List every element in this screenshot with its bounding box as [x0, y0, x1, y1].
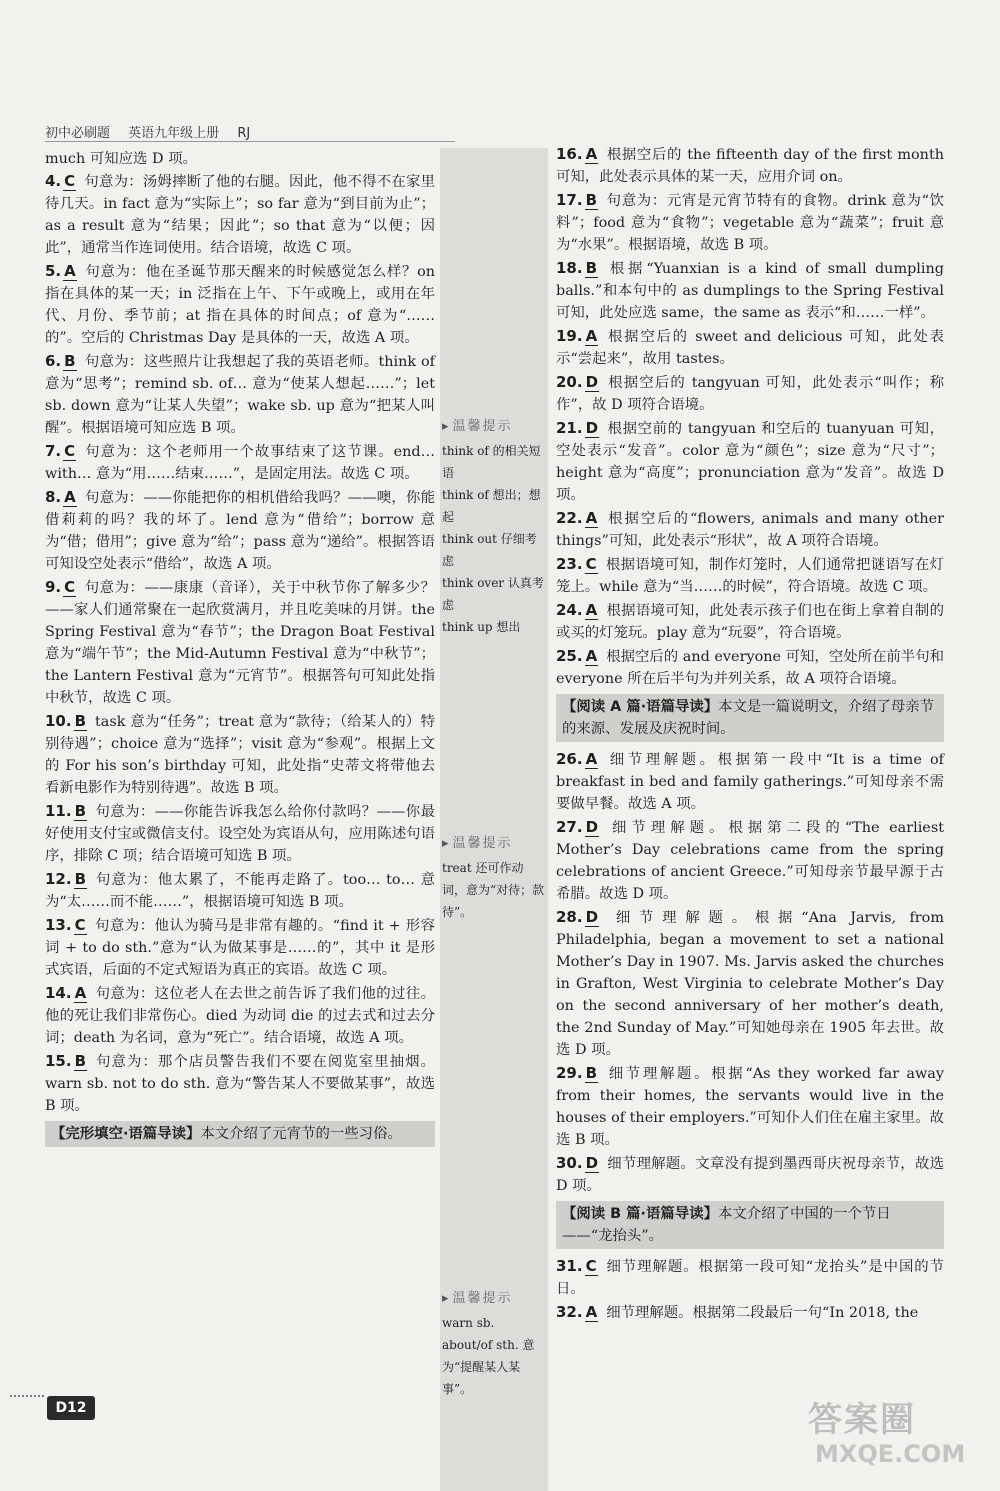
item-answer: A — [64, 262, 76, 280]
item-number: 27. — [556, 818, 583, 836]
item-number: 12. — [45, 870, 72, 888]
answer-item — [45, 576, 435, 709]
reading-a-guide — [556, 694, 944, 742]
item-answer: B — [64, 352, 76, 370]
page-dots — [10, 1395, 44, 1397]
page-header — [45, 122, 465, 141]
pointer-icon: ▸ — [442, 419, 451, 434]
item-answer: B — [74, 712, 87, 730]
item-number: 14. — [45, 984, 72, 1002]
guide-text: 本文是一篇说明文，介绍了母亲节的来源、发展及庆祝时间。 — [562, 699, 935, 737]
item-number: 15. — [45, 1052, 72, 1070]
answer-item — [556, 417, 944, 506]
lead-text: much 可知应选 D 项。 — [45, 151, 197, 167]
item-number: 32. — [556, 1303, 583, 1321]
item-answer: B — [74, 802, 87, 820]
item-explanation: 细节理解题。文章没有提到墨西哥庆祝母亲节，故选 D 项。 — [556, 1156, 944, 1194]
item-number: 28. — [556, 908, 583, 926]
item-explanation: 根据空后的 the fifteenth day of the first month 可知，此处表示具体的某一天，应用介词 on。 — [556, 147, 944, 185]
item-answer: B — [74, 870, 87, 888]
item-explanation: 句意为：——康康（音译），关于中秋节你了解多少？——家人们通常聚在一起欣赏满月，并且吃美味的月饼。the Spring Festival 意为“春节”；the Dragon Boat Festival 意为“端午节”；the Mid-Autumn Festival 意为“中秋节”；the Lantern Festival 意为“元宵节”。根据答句可知此处指中秋节，故选 C 项。 — [45, 580, 435, 706]
item-explanation: 细节理解题。根据“Ana Jarvis, from Philadelphia, began a movement to set a national Mother’s Day in 1907. Ms. Jarvis asked the churches in Grafton, West Virginia to celebrate Mother’s Day on the second anniversary of her mother’s death, the 2nd Sunday of May.”可知她母亲在 1905 年去世。故选 D 项。 — [556, 910, 944, 1058]
answer-item — [45, 914, 435, 981]
item-explanation: 根据语境可知，制作灯笼时，人们通常把谜语写在灯笼上。while 意为“当……的时候”，符合语境。故选 C 项。 — [556, 557, 944, 595]
item-answer: A — [74, 984, 87, 1002]
item-answer: A — [585, 750, 598, 768]
item-explanation: 根据空后的 tangyuan 可知，此处表示“叫作；称作”，故 D 项符合语境。 — [556, 375, 944, 413]
answer-item — [556, 1301, 944, 1324]
item-number: 13. — [45, 916, 72, 934]
item-explanation: 根据空后的 sweet and delicious 可知，此处表示“尝起来”，故用 tastes。 — [556, 329, 944, 367]
item-number: 5. — [45, 262, 62, 280]
item-answer: A — [585, 145, 598, 163]
tip-line: treat 还可作动词，意为“对待；款待”。 — [442, 861, 545, 919]
item-answer: C — [64, 578, 76, 596]
item-number: 31. — [556, 1257, 583, 1275]
item-explanation: 细节理解题。根据第一段可知“龙抬头”是中国的节日。 — [556, 1259, 944, 1297]
answer-item — [556, 906, 944, 1061]
item-number: 4. — [45, 172, 62, 190]
item-explanation: 句意为：他在圣诞节那天醒来的时候感觉怎么样？on 指在具体的某一天；in 泛指在上午、下午或晚上，或用在年代、月份、季节前；at 指在具体的时间点；of 意为“……的”。空后的 Christmas Day 是具体的一天，故选 A 项。 — [45, 264, 435, 346]
item-number: 16. — [556, 145, 583, 163]
tip-line: think of 的相关短语 — [442, 444, 541, 480]
reading-b-guide — [556, 1201, 944, 1249]
item-answer: B — [585, 1064, 598, 1082]
tip-line: think of 想出；想起 — [442, 488, 541, 524]
item-number: 6. — [45, 352, 62, 370]
cloze-guide — [45, 1121, 435, 1147]
answer-item — [556, 1152, 944, 1197]
item-explanation: task 意为“任务”；treat 意为“款待；（给某人的）特别待遇”；choice 意为“选择”；visit 意为“参观”。根据上文的 For his son’s birthday 可知，此处指“史蒂文将带他去看新电影作为特别待遇”。故选 B 项。 — [45, 714, 435, 796]
header-rule — [45, 141, 455, 142]
item-number: 8. — [45, 488, 62, 506]
item-number: 11. — [45, 802, 72, 820]
tip-title: 温馨提示 — [452, 1291, 513, 1306]
answer-item — [45, 486, 435, 575]
answer-item — [45, 982, 435, 1049]
item-number: 19. — [556, 327, 583, 345]
item-answer: C — [585, 1257, 597, 1275]
item-explanation: 细节理解题。根据第二段最后一句“In 2018, the — [606, 1305, 919, 1321]
subject-title: 英语九年级上册 — [128, 126, 220, 141]
item-answer: D — [585, 1154, 599, 1172]
item-explanation: 句意为：他认为骑马是非常有趣的。“find it + 形容词 + to do sth.”意为“认为做某事是……的”，其中 it 是形式宾语，后面的不定式短语为真正的宾语。故选 C 项。 — [45, 918, 435, 978]
answer-item — [45, 260, 435, 349]
item-explanation: 细节理解题。根据“As they worked far away from their homes, the servants would live in the houses of their employers.”可知仆人们住在雇主家里。故选 B 项。 — [556, 1066, 944, 1148]
item-explanation: 根据“Yuanxian is a kind of small dumpling balls.”和本句中的 as dumplings to the Spring Festival 可知，此处应选 same，the same as 表示“和……一样”。 — [556, 261, 944, 321]
item-number: 18. — [556, 259, 583, 277]
item-number: 10. — [45, 712, 72, 730]
tip-box — [440, 833, 548, 923]
answer-item — [556, 257, 944, 324]
left-column — [45, 148, 435, 1153]
item-number: 21. — [556, 419, 583, 437]
item-explanation: 句意为：元宵是元宵节特有的食物。drink 意为“饮料”；food 意为“食物”；vegetable 意为“蔬菜”；fruit 意为“水果”。根据语境，故选 B 项。 — [556, 193, 944, 253]
answer-item — [556, 189, 944, 256]
answer-item — [556, 507, 944, 552]
tip-line: warn sb. about/of sth. 意为“提醒某人某事”。 — [442, 1316, 535, 1396]
tip-line: think out 仔细考虑 — [442, 532, 537, 568]
item-explanation: 根据语境可知，此处表示孩子们也在街上拿着自制的或买的灯笼玩。play 意为“玩耍”，符合语境。 — [556, 603, 944, 641]
tip-line: think over 认真考虑 — [442, 576, 544, 612]
answer-item — [45, 868, 435, 913]
item-number: 25. — [556, 647, 583, 665]
item-number: 7. — [45, 442, 62, 460]
guide-tag: 【完形填空·语篇导读】 — [51, 1126, 201, 1142]
item-answer: C — [64, 172, 76, 190]
item-explanation: 根据空后的 and everyone 可知，空处所在前半句和 everyone 所在后半句为并列关系，故 A 项符合语境。 — [556, 649, 944, 687]
item-answer: A — [585, 601, 598, 619]
answer-item — [45, 710, 435, 799]
watermark-url: MXQE.COM — [815, 1440, 966, 1468]
item-number: 29. — [556, 1064, 583, 1082]
item-answer: B — [74, 1052, 87, 1070]
item-answer: B — [585, 259, 598, 277]
item-number: 26. — [556, 750, 583, 768]
tip-title: 温馨提示 — [452, 419, 513, 434]
answer-item — [45, 440, 435, 485]
item-answer: A — [585, 509, 598, 527]
item-answer: A — [585, 327, 598, 345]
item-number: 30. — [556, 1154, 583, 1172]
edition-label: RJ — [237, 126, 251, 141]
item-number: 22. — [556, 509, 583, 527]
item-number: 23. — [556, 555, 583, 573]
item-answer: C — [74, 916, 86, 934]
item-explanation: 细节理解题。根据第二段的“The earliest Mother’s Day celebrations came from the spring celebrations of ancient Greece.”可知母亲节最早源于古希腊。故选 D 项。 — [556, 820, 944, 902]
item-explanation: 句意为：他太累了，不能再走路了。too… to… 意为“太……而不能……”，根据语境可知选 B 项。 — [45, 872, 435, 910]
item-explanation: 句意为：汤姆摔断了他的右腿。因此，他不得不在家里待几天。in fact 意为“实际上”；so far 意为“到目前为止”；as a result 意为“结果；因此”；so that 意为“以便；因此”，通常当作连词使用。结合语境，故选 C 项。 — [45, 174, 435, 256]
guide-text: 本文介绍了中国的一个节日——“龙抬头”。 — [562, 1206, 891, 1244]
answer-item — [45, 170, 435, 259]
item-explanation: 根据空前的 tangyuan 和空后的 tuanyuan 可知，空处表示“发音”。color 意为“颜色”；size 意为“尺寸”；height 意为“高度”；pronunciation 意为“发音”。故选 D 项。 — [556, 421, 944, 503]
answer-item — [556, 1255, 944, 1300]
item-explanation: 句意为：这些照片让我想起了我的英语老师。think of 意为“思考”；remind sb. of… 意为“使某人想起……”；let sb. down 意为“让某人失望”；wake sb. up 意为“把某人叫醒”。根据语境可知应选 B 项。 — [45, 354, 435, 436]
series-title: 初中必刷题 — [45, 126, 111, 141]
answer-item — [556, 748, 944, 815]
item-answer: B — [585, 191, 598, 209]
item-answer: D — [585, 908, 599, 926]
item-answer: D — [585, 419, 599, 437]
item-explanation: 细节理解题。根据第一段中“It is a time of breakfast in bed and family gatherings.”可知母亲不需要做早餐。故选 A 项。 — [556, 752, 944, 812]
item-number: 17. — [556, 191, 583, 209]
item-explanation: 根据空后的“flowers, animals and many other things”可知，此处表示“形状”，故 A 项符合语境。 — [556, 511, 944, 549]
answer-item — [556, 371, 944, 416]
item-explanation: 句意为：——你能把你的相机借给我吗？——噢，你能借莉莉的吗？我的坏了。lend 意为“借给”；borrow 意为“借；借用”；give 意为“给”；pass 意为“递给”。根据答语可知设空处表示“借给”，故选 A 项。 — [45, 490, 435, 572]
page-number: D12 — [47, 1396, 95, 1420]
answer-item — [556, 553, 944, 598]
item-answer: C — [585, 555, 597, 573]
item-answer: C — [64, 442, 76, 460]
tip-box — [440, 1288, 548, 1400]
guide-text: 本文介绍了元宵节的一些习俗。 — [200, 1126, 402, 1142]
watermark-logo: 答案圈 — [808, 1400, 916, 1440]
right-column — [556, 143, 944, 1325]
tip-line: think up 想出 — [442, 620, 521, 634]
answer-item — [556, 599, 944, 644]
pointer-icon: ▸ — [442, 1291, 451, 1306]
item-answer: A — [585, 647, 598, 665]
item-number: 20. — [556, 373, 583, 391]
item-number: 24. — [556, 601, 583, 619]
answer-item — [45, 800, 435, 867]
pointer-icon: ▸ — [442, 836, 451, 851]
answer-item — [556, 645, 944, 690]
tips-column — [440, 148, 548, 1491]
answer-item — [45, 1050, 435, 1117]
answer-item — [556, 816, 944, 905]
tip-box — [440, 416, 548, 638]
item-answer: A — [585, 1303, 598, 1321]
answer-item — [556, 1062, 944, 1151]
answer-item — [556, 143, 944, 188]
answer-item — [45, 350, 435, 439]
item-number: 9. — [45, 578, 62, 596]
item-explanation: 句意为：——你能告诉我怎么给你付款吗？——你最好使用支付宝或微信支付。设空处为宾语从句，应用陈述句语序，排除 C 项；结合语境可知选 B 项。 — [45, 804, 435, 864]
item-explanation: 句意为：那个店员警告我们不要在阅览室里抽烟。warn sb. not to do sth. 意为“警告某人不要做某事”，故选 B 项。 — [45, 1054, 435, 1114]
item-answer: D — [585, 818, 599, 836]
guide-tag: 【阅读 B 篇·语篇导读】 — [562, 1206, 718, 1222]
item-explanation: 句意为：这个老师用一个故事结束了这节课。end… with… 意为“用……结束……”，是固定用法。故选 C 项。 — [45, 444, 435, 482]
item-answer: D — [585, 373, 599, 391]
tip-title: 温馨提示 — [452, 836, 513, 851]
item-answer: A — [64, 488, 76, 506]
item-explanation: 句意为：这位老人在去世之前告诉了我们他的过往。他的死让我们非常伤心。died 为动词 die 的过去式和过去分词；death 为名词，意为“死亡”。结合语境，故选 A 项。 — [45, 986, 435, 1046]
guide-tag: 【阅读 A 篇·语篇导读】 — [562, 699, 719, 715]
answer-item — [556, 325, 944, 370]
